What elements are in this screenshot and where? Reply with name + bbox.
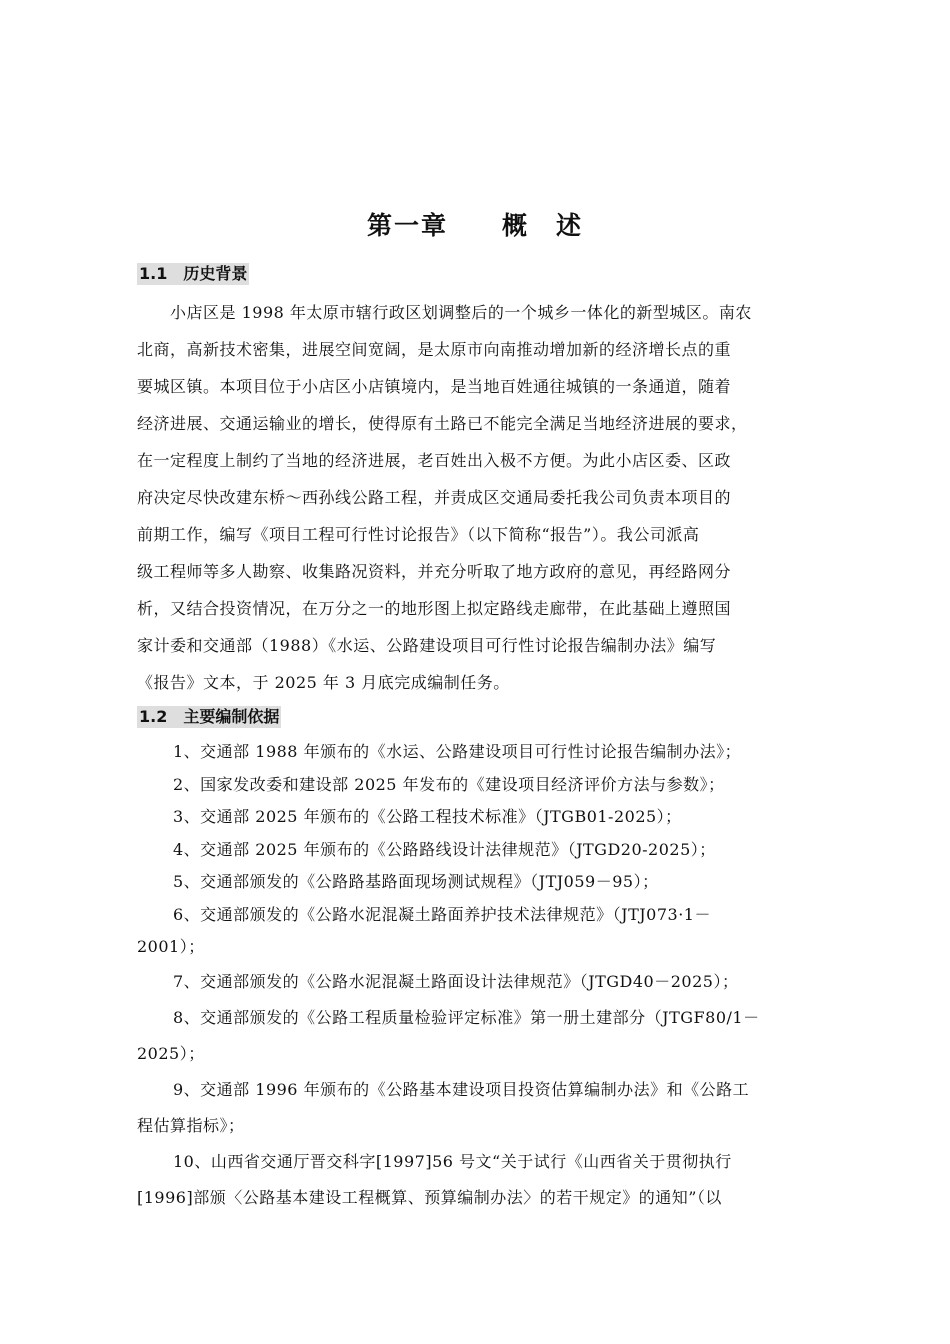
list-item: 2、国家发改委和建设部 2025 年发布的《建设项目经济评价方法与参数》；: [173, 774, 725, 794]
list-item: 6、交通部颁发的《公路水泥混凝土路面养护技术法律规范》（JTJ073·1－: [173, 904, 711, 924]
text-line: 在一定程度上制约了当地的经济进展，老百姓出入极不方便。为此小店区委、区政: [137, 451, 732, 470]
history-paragraph: [137, 294, 844, 701]
text-line: 家计委和交通部（1988）《水运、公路建设项目可行性讨论报告编制办法》编写: [137, 636, 717, 655]
chapter-title: 第一章 概 述: [366, 211, 583, 240]
list-item: 10、山西省交通厅晋交科字[1997]56 号文“关于试行《山西省关于贯彻执行: [173, 1151, 732, 1171]
text-line: 小店区是 1998 年太原市辖行政区划调整后的一个城乡一体化的新型城区。南农: [137, 303, 752, 322]
list-item: 4、交通部 2025 年颁布的《公路路线设计法律规范》（JTGD20-2025）；: [173, 839, 716, 859]
text-line: 经济进展、交通运输业的增长，使得原有土路已不能完全满足当地经济进展的要求，: [137, 414, 748, 433]
list-item: 5、交通部颁发的《公路路基路面现场测试规程》（JTJ059－95）；: [173, 872, 659, 891]
section-heading-basis: 1.2 主要编制依据: [139, 707, 280, 726]
list-item: 3、交通部 2025 年颁布的《公路工程技术标准》（JTGB01-2025）；: [173, 807, 682, 826]
text-line: 析，又结合投资情况，在万分之一的地形图上拟定路线走廊带，在此基础上遵照国: [137, 599, 732, 618]
text-line: 级工程师等多人勘察、收集路况资料，并充分听取了地方政府的意见，再经路网分: [137, 562, 732, 581]
list-item-continuation: 2001）；: [137, 937, 205, 956]
list-item: 9、交通部 1996 年颁布的《公路基本建设项目投资估算编制办法》和《公路工: [173, 1079, 750, 1099]
text-line: 要城区镇。本项目位于小店区小店镇境内，是当地百姓通往城镇的一条通道，随着: [137, 377, 732, 396]
text-line: 《报告》文本，于 2025 年 3 月底完成编制任务。: [137, 673, 510, 692]
list-item: 8、交通部颁发的《公路工程质量检验评定标准》第一册土建部分（JTGF80/1－: [173, 1007, 760, 1027]
text-line: 府决定尽快改建东桥～西孙线公路工程，并责成区交通局委托我公司负责本项目的: [137, 488, 732, 507]
list-item: 7、交通部颁发的《公路水泥混凝土路面设计法律规范》（JTGD40－2025）；: [173, 971, 739, 991]
text-line: 前期工作，编写《项目工程可行性讨论报告》（以下简称“报告”）。我公司派高: [137, 525, 700, 544]
list-item-continuation: 2025）；: [137, 1043, 205, 1063]
text-line: 北商，高新技术密集，进展空间宽阔，是太原市向南推动增加新的经济增长点的重: [137, 340, 732, 359]
list-item-continuation: [1996]部颁〈公路基本建设工程概算、预算编制办法〉的若干规定》的通知”（以: [137, 1187, 722, 1207]
list-item: 1、交通部 1988 年颁布的《水运、公路建设项目可行性讨论报告编制办法》；: [173, 742, 742, 761]
list-item-continuation: 程估算指标》；: [137, 1115, 245, 1135]
section-heading-history: 1.1 历史背景: [139, 264, 248, 283]
basis-list: [137, 736, 844, 1216]
